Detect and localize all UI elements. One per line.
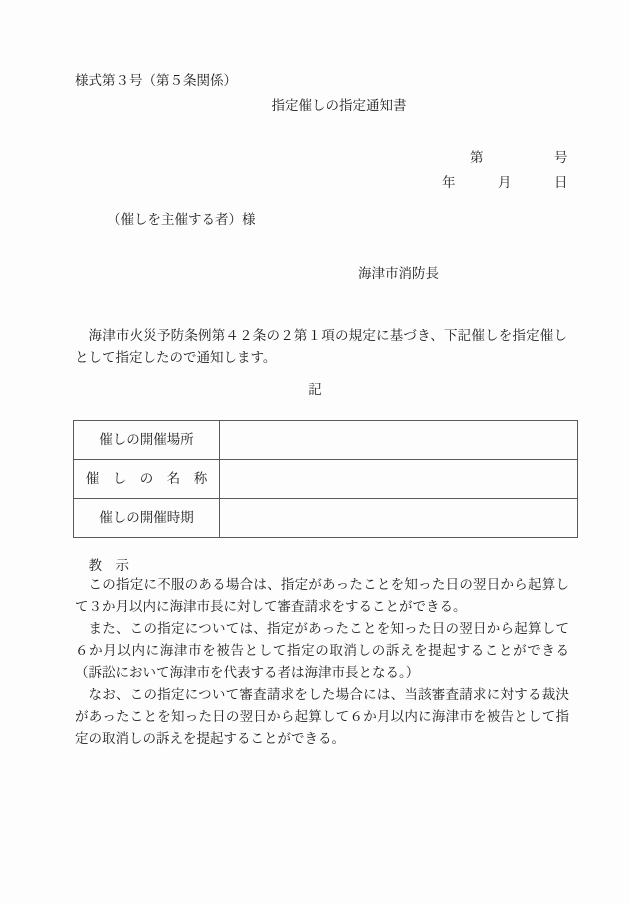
notice-section — [75, 559, 569, 750]
event-details-table — [73, 420, 578, 538]
notice-paragraph-1: この指定に不服のある場合は、指定があったことを知った日の翌日から起算して３か月以内に海津市長に対して審査請求をすることができる。 — [75, 576, 569, 614]
issuer-line: 海津市消防長 — [358, 266, 439, 281]
table-row — [74, 421, 578, 460]
addressee-line: （催しを主催する者）様 — [107, 212, 256, 227]
document-date-line: 年 月 日 — [442, 174, 568, 190]
table-row — [74, 460, 578, 499]
table-row — [74, 499, 578, 538]
table-row-label: 催しの開催場所 — [74, 421, 220, 460]
table-row-value-period[interactable] — [220, 499, 578, 538]
table-row-label: 催しの開催時期 — [74, 499, 220, 538]
document-number-line: 第 号 — [470, 150, 568, 165]
notice-heading: 教 示 — [88, 558, 129, 573]
body-paragraph: 海津市火災予防条例第４２条の２第１項の規定に基づき、下記催しを指定催しとして指定したので通知します。 — [75, 328, 567, 365]
table-row-label: 催 し の 名 称 — [74, 460, 220, 499]
notice-paragraph-2: また、この指定については、指定があったことを知った日の翌日から起算して６か月以内に海津市を被告として指定の取消しの訴えを提起することができる（訴訟において海津市を代表する者は海津市長となる。） — [75, 620, 569, 680]
document-meta-block — [0, 151, 630, 189]
ki-mark: 記 — [308, 382, 322, 397]
form-number-label: 様式第３号（第５条関係） — [75, 73, 237, 88]
document-title: 指定催しの指定通知書 — [271, 98, 407, 113]
notice-paragraph-3: なお、この指定について審査請求をした場合には、当該審査請求に対する裁決があったことを知った日の翌日から起算して６か月以内に海津市を被告として指定の取消しの訴えを提起することができる。 — [75, 686, 569, 746]
table-row-value-venue[interactable] — [220, 421, 578, 460]
table-row-value-name[interactable] — [220, 460, 578, 499]
